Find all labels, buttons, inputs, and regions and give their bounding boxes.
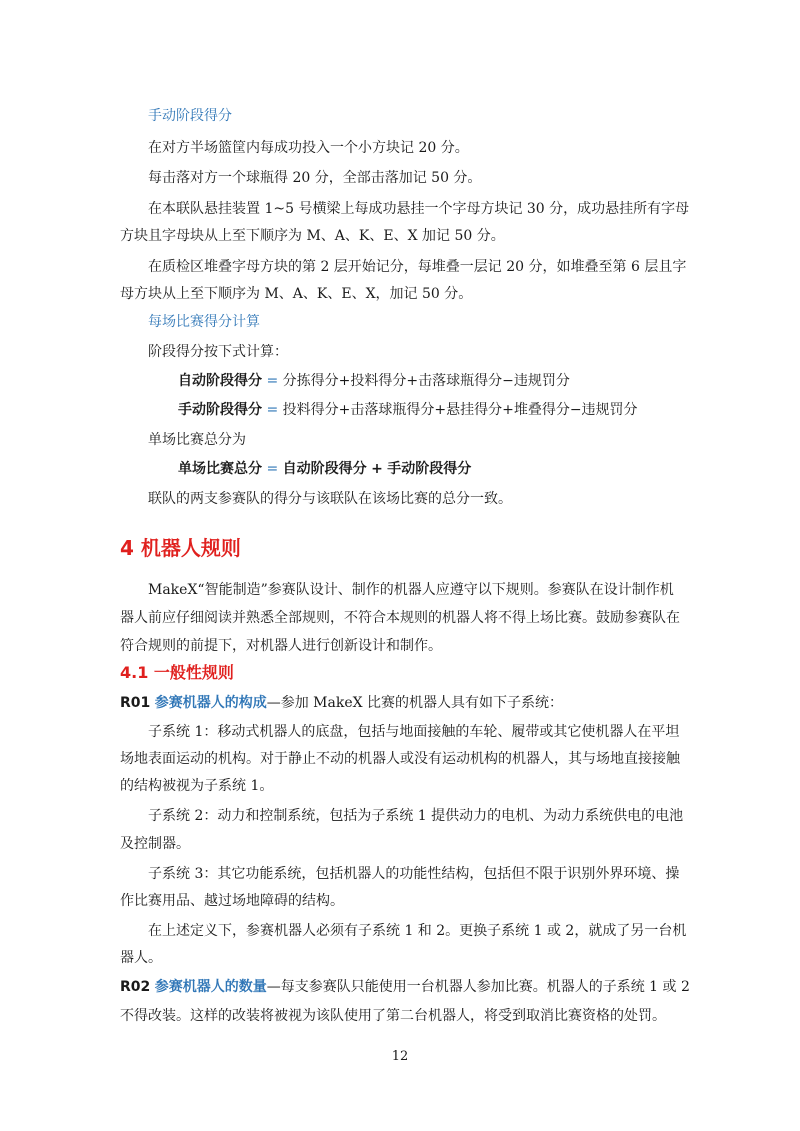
section-4-intro-line-1: MakeX“智能制造”参赛队设计、制作的机器人应遵守以下规则。参赛队在设计制作机 [148,582,674,598]
equals-sign: = [266,373,279,389]
definition-line-1: 在上述定义下，参赛机器人必须有子系统 1 和 2。更换子系统 1 或 2，就成了另一台机 [148,923,687,939]
equals-sign: = [266,461,279,477]
manual-stage-rule-3-line-2: 方块且字母块从上至下顺序为 M、A、K、E、X 加记 50 分。 [120,228,505,244]
rule-code: R02 [120,979,151,995]
manual-stage-label: 手动阶段得分 [178,402,262,418]
section-4-title: 4 机器人规则 [120,536,241,560]
subsystem-1-line-2: 场地表面运动的机构。对于静止不动的机器人或没有运动机构的机器人，其与场地直接接触 [120,751,680,767]
subsystem-1-line-1: 子系统 1：移动式机器人的底盘，包括与地面接触的车轮、履带或其它使机器人在平坦 [148,724,680,740]
stage-score-intro: 阶段得分按下式计算： [148,344,288,360]
match-score-heading: 每场比赛得分计算 [148,314,260,330]
rule-r02-line-2: 不得改装。这样的改装将被视为该队使用了第二台机器人，将受到取消比赛资格的处罚。 [120,1008,666,1024]
manual-stage-rule-3-line-1: 在本联队悬挂装置 1~5 号横梁上每成功悬挂一个字母方块记 30 分，成功悬挂所有字母 [148,201,690,217]
subsystem-3-line-2: 作比赛用品、越过场地障碍的结构。 [120,893,344,909]
subsystem-1-line-3: 的结构被视为子系统 1。 [120,778,274,794]
manual-stage-rule-1: 在对方半场篮筐内每成功投入一个小方块记 20 分。 [148,140,469,156]
manual-stage-rule-2: 每击落对方一个球瓶得 20 分，全部击落加记 50 分。 [148,170,482,186]
rule-text: —每支参赛队只能使用一台机器人参加比赛。机器人的子系统 1 或 2 [266,979,690,995]
total-score-formula [178,459,471,479]
subsystem-3-line-1: 子系统 3：其它功能系统，包括机器人的功能性结构，包括但不限于识别外界环境、操 [148,866,680,882]
manual-stage-rule-4-line-1: 在质检区堆叠字母方块的第 2 层开始记分，每堆叠一层记 20 分，如堆叠至第 6 层且字 [148,259,687,275]
auto-stage-label: 自动阶段得分 [178,373,262,389]
total-score-label: 单场比赛总分 [178,461,262,477]
section-4-intro-line-2: 器人前应仔细阅读并熟悉全部规则，不符合本规则的机器人将不得上场比赛。鼓励参赛队在 [120,610,680,626]
manual-stage-heading: 手动阶段得分 [148,108,232,124]
rule-r02 [120,977,690,997]
rule-term: 参赛机器人的构成 [154,695,267,711]
alliance-score-note: 联队的两支参赛队的得分与该联队在该场比赛的总分一致。 [148,491,512,507]
subsystem-2-line-2: 及控制器。 [120,836,190,852]
auto-stage-expression: 分拣得分+投料得分+击落球瓶得分−违规罚分 [282,373,570,389]
total-score-intro: 单场比赛总分为 [148,432,246,448]
rule-r01 [120,693,563,713]
rule-term: 参赛机器人的数量 [154,979,267,995]
plus-sign: + [371,461,383,477]
manual-stage-formula [178,400,638,420]
definition-line-2: 器人。 [120,950,162,966]
total-auto-term: 自动阶段得分 [282,461,367,477]
manual-stage-rule-4-line-2: 母方块从上至下顺序为 M、A、K、E、X，加记 50 分。 [120,286,473,302]
total-manual-term: 手动阶段得分 [387,461,472,477]
rule-text: —参加 MakeX 比赛的机器人具有如下子系统： [266,695,564,711]
rule-code: R01 [120,695,151,711]
auto-stage-formula [178,371,570,391]
equals-sign: = [266,402,279,418]
manual-stage-expression: 投料得分+击落球瓶得分+悬挂得分+堆叠得分−违规罚分 [282,402,638,418]
subsystem-2-line-1: 子系统 2：动力和控制系统，包括为子系统 1 提供动力的电机、为动力系统供电的电池 [148,808,684,824]
page-number: 12 [391,1049,409,1064]
section-4-intro-line-3: 符合规则的前提下，对机器人进行创新设计和制作。 [120,638,442,654]
section-4-1-title: 4.1 一般性规则 [120,663,234,682]
